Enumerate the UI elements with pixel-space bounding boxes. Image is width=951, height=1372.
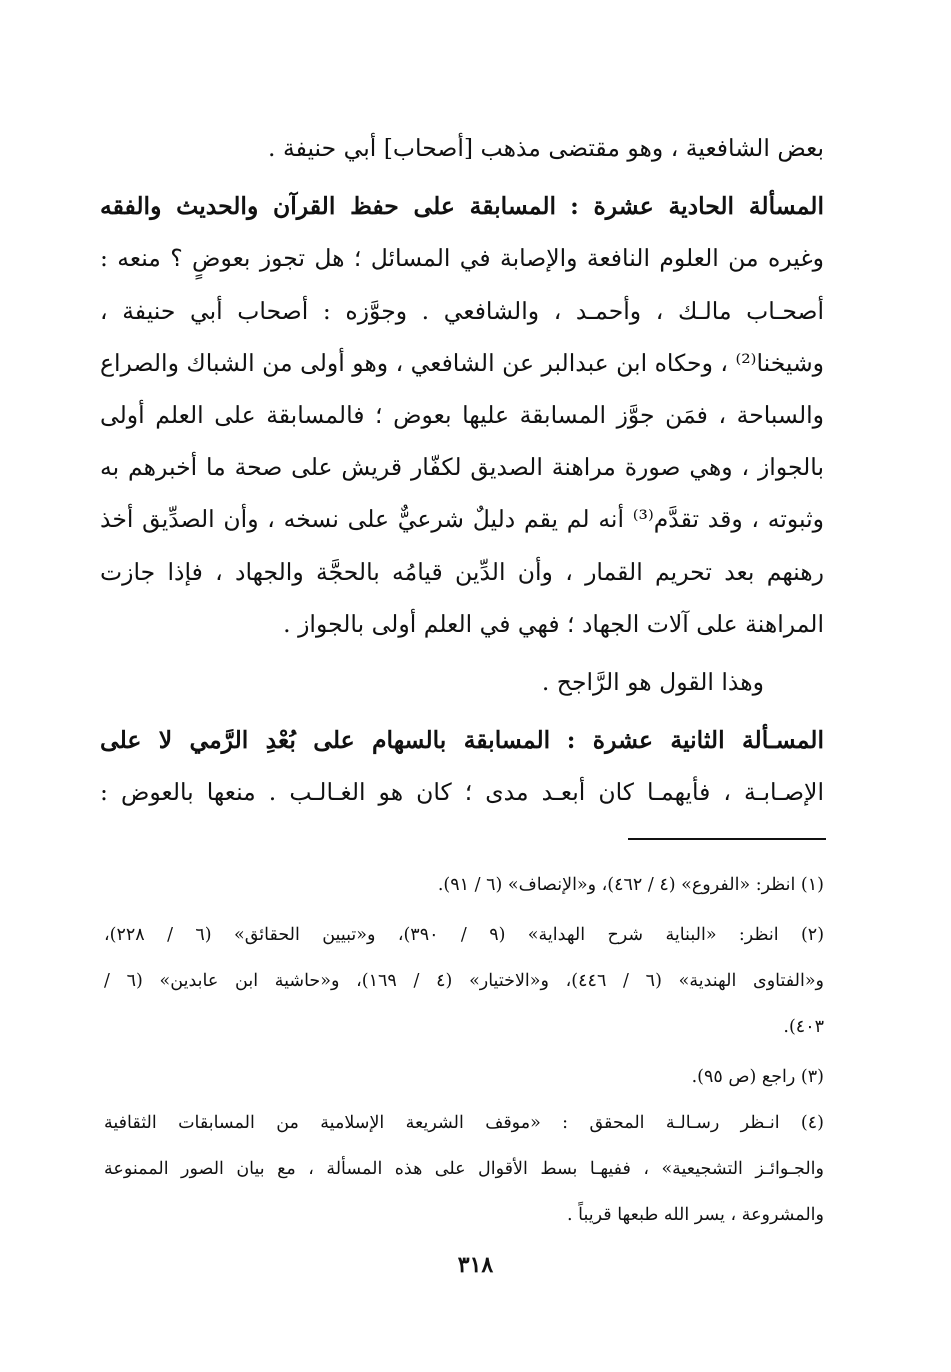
text-line: وهذا القول هو الرَّاجح .	[541, 668, 764, 697]
text-line: أصحـاب مالـك ، وأحمـد ، والشافعي . وجوَّزه : أصحاب أبي حنيفة ،	[100, 296, 824, 325]
text-line: بالجواز ، وهي صورة مراهنة الصديق لكفّار قريش على صحة ما أخبرهم به	[100, 453, 824, 482]
footnote-line: (٣) راجع (ص ٩٥).	[691, 1067, 824, 1087]
text-line: وشيخنا⁽²⁾ ، وحكاه ابن عبدالبر عن الشافعي ، وهو أولى من الشباك والصراع	[100, 348, 824, 377]
text-line: المراهنة على آلات الجهاد ؛ فهي في العلم أولى بالجواز .	[283, 609, 824, 638]
section-heading: المسـألة الثانية عشرة :	[566, 726, 824, 755]
footnote-divider	[628, 838, 826, 840]
text-line	[100, 714, 824, 766]
text-line: رهنهم بعد تحريم القمار ، وأن الدِّين قيامُه بالحجَّة والجهاد ، فإذا جازت	[100, 557, 824, 586]
main-text	[100, 122, 824, 819]
footnote-line: والمشروعة ، يسر الله طبعها قريباً .	[567, 1205, 824, 1225]
footnote-line: (١) انظر: «الفروع» (٤ / ٤٦٢)، و«الإنصاف» (٦ / ٩١).	[437, 875, 824, 895]
footnote-line: ٤٠٣).	[783, 1017, 824, 1037]
section-heading-text: المسابقة بالسهام على بُعْدِ الرَّمي لا على	[100, 726, 551, 755]
text-line: الإصـابـة ، فأيهمـا كان أبعـد مدى ؛ كان هو الغـالـب . منعها بالعوض :	[100, 778, 824, 807]
section-heading: المسألة الحادية عشرة :	[570, 192, 824, 221]
text-line	[100, 180, 824, 232]
footnote-line: والجـوائـز التشجيعية» ، ففيهـا بسط الأقوال على هذه المسألة ، مع بيان الصور الممنوعة	[104, 1159, 824, 1179]
text-line: بعض الشافعية ، وهو مقتضى مذهب [أصحاب] أبي حنيفة .	[268, 134, 824, 162]
text-line: والسباحة ، فمَن جوَّز المسابقة عليها بعوض ؛ فالمسابقة على العلم أولى	[100, 401, 824, 430]
footnote-line: (٢) انظر: «البناية شرح الهداية» (٩ / ٣٩٠)، و«تبيين الحقائق» (٦ / ٢٢٨)،	[104, 925, 824, 945]
text-line: وغيره من العلوم النافعة والإصابة في المسائل ؛ هل تجوز بعوضٍ ؟ منعه :	[100, 244, 824, 273]
text-line: وثبوته ، وقد تقدَّم⁽³⁾ أنه لم يقم دليلٌ شرعيٌّ على نسخه ، وأن الصدِّيق أخذ	[100, 505, 824, 534]
section-heading-text: المسابقة على حفظ القرآن والحديث والفقه	[100, 192, 557, 221]
footnotes	[104, 862, 824, 1238]
page-number: ٣١٨	[457, 1252, 494, 1278]
footnote-line: (٤) انـظر رسـالـة المحقق : «موقف الشريعة الإسلامية من المسابقات الثقافية	[104, 1113, 824, 1133]
footnote-line: و«الفتاوى الهندية» (٦ / ٤٤٦)، و«الاختيار» (٤ / ١٦٩)، و«حاشية ابن عابدين» (٦ /	[104, 971, 824, 991]
